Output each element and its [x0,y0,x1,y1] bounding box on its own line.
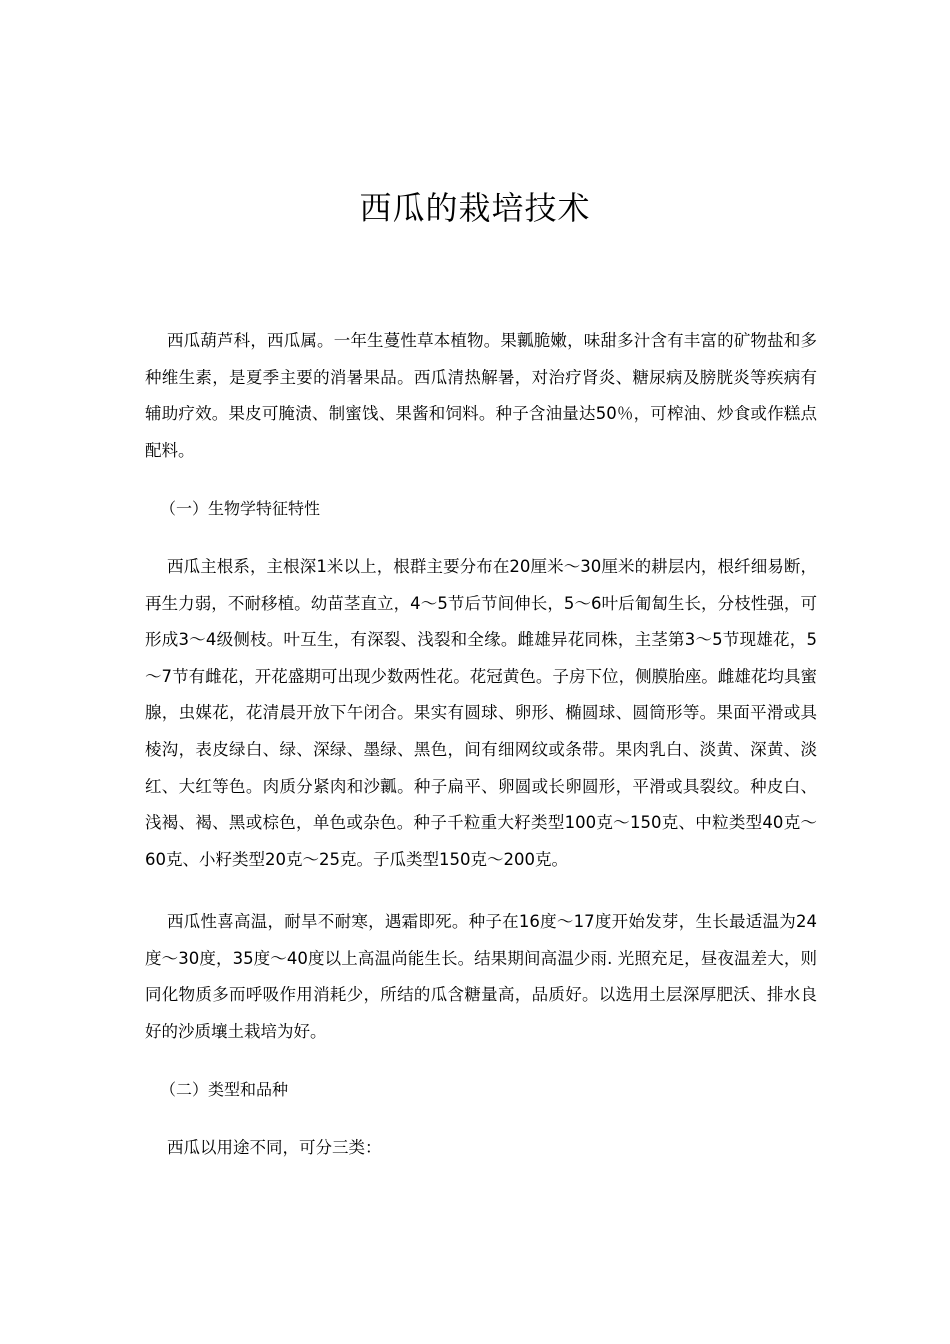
varieties-paragraph: 西瓜以用途不同，可分三类： [167,1138,382,1157]
document-title: 西瓜的栽培技术 [359,189,591,227]
temperature-paragraph: 西瓜性喜高温，耐旱不耐寒，遇霜即死。种子在16度～17度开始发芽，生长最适温为24度～30度，35度～40度以上高温尚能生长。结果期间高温少雨. 光照充足，昼夜温差大，则同化物质多而呼吸作用消耗少，所结的瓜含糖量高，品质好。以选用土层深厚肥沃、排水良好的沙质壤土栽培为好。 [145,912,817,1041]
section-heading-varieties: （二）类型和品种 [160,1080,289,1099]
section-heading-biology: （一）生物学特征特性 [160,499,321,518]
biology-paragraph: 西瓜主根系，主根深1米以上，根群主要分布在20厘米～30厘米的耕层内，根纤细易断，再生力弱，不耐移植。幼苗茎直立，4～5节后节间伸长，5～6叶后匍匐生长，分枝性强，可形成3～4级侧枝。叶互生，有深裂、浅裂和全缘。雌雄异花同株，主茎第3～5节现雄花，5～7节有雌花，开花盛期可出现少数两性花。花冠黄色。子房下位，侧膜胎座。雌雄花均具蜜腺，虫媒花，花清晨开放下午闭合。果实有圆球、卵形、椭圆球、圆筒形等。果面平滑或具棱沟，表皮绿白、绿、深绿、墨绿、黑色，间有细网纹或条带。果肉乳白、淡黄、深黄、淡红、大红等色。肉质分紧肉和沙瓤。种子扁平、卵圆或长卵圆形，平滑或具裂纹。种皮白、浅褐、褐、黑或棕色，单色或杂色。种子千粒重大籽类型100克～150克、中粒类型40克～60克、小籽类型20克～25克。子瓜类型150克～200克。 [145,557,817,869]
intro-paragraph: 西瓜葫芦科，西瓜属。一年生蔓性草本植物。果瓤脆嫩，味甜多汁含有丰富的矿物盐和多种维生素，是夏季主要的消暑果品。西瓜清热解暑，对治疗肾炎、糖尿病及膀胱炎等疾病有辅助疗效。果皮可腌渍、制蜜饯、果酱和饲料。种子含油量达50％，可榨油、炒食或作糕点配料。 [145,331,817,460]
